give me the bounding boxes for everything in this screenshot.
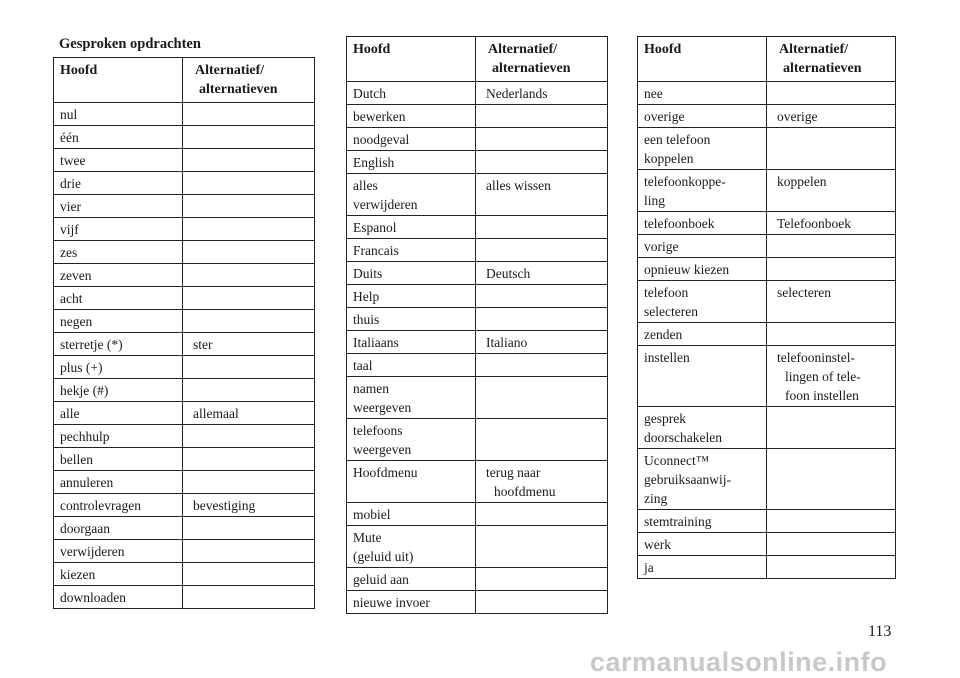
table-row [347,503,608,526]
table-row [638,281,896,323]
alternative-cell [183,195,315,218]
alternative-cell [767,556,896,579]
command-cell: mobiel [347,503,476,526]
header-alt-line1: Alternatief/ [195,63,265,78]
alternative-cell [476,151,608,174]
command-cell: bewerken [347,105,476,128]
table-row [638,510,896,533]
command-cell: Mute (geluid uit) [347,526,476,568]
table-row [54,218,315,241]
alternative-cell [476,285,608,308]
table-row [54,540,315,563]
command-cell: plus (+) [54,356,183,379]
alternative-cell [476,105,608,128]
table-row [638,258,896,281]
command-cell: twee [54,149,183,172]
table-row [638,128,896,170]
command-cell: opnieuw kiezen [638,258,767,281]
command-cell: alle [54,402,183,425]
command-cell: controlevragen [54,494,183,517]
command-cell: overige [638,105,767,128]
alternative-cell [183,356,315,379]
command-cell: werk [638,533,767,556]
table-row [54,264,315,287]
command-cell: een telefoon koppelen [638,128,767,170]
header-alt-line1: Alternatief/ [779,42,849,57]
table-row [54,126,315,149]
alternative-cell [476,503,608,526]
command-cell: stemtraining [638,510,767,533]
alternative-cell: selecteren [767,281,896,323]
command-cell: noodgeval [347,128,476,151]
table-row [347,151,608,174]
command-cell: telefoon selecteren [638,281,767,323]
command-cell: ja [638,556,767,579]
alternative-cell [476,568,608,591]
alternative-cell: Telefoonboek [767,212,896,235]
command-cell: telefoons weergeven [347,419,476,461]
table-row [638,170,896,212]
page-number: 113 [868,623,892,640]
watermark: carmanualsonline.info [590,647,888,677]
command-cell: annuleren [54,471,183,494]
table-row [638,533,896,556]
header-alt-line2: alternatieven [492,61,571,76]
command-cell: alles verwijderen [347,174,476,216]
header-alternatives [767,37,896,82]
alternative-cell: Nederlands [476,82,608,105]
alternative-cell [183,471,315,494]
alternative-cell [183,264,315,287]
table-row [347,239,608,262]
alternative-cell [767,323,896,346]
header-alternatives [183,58,315,103]
alternative-cell [183,540,315,563]
command-cell: zeven [54,264,183,287]
command-cell: Hoofdmenu [347,461,476,503]
table-row [54,471,315,494]
table-header-row [347,37,608,82]
table-row [638,105,896,128]
command-cell: vorige [638,235,767,258]
header-alt-line1: Alternatief/ [488,42,558,57]
table-row [54,448,315,471]
header-main: Hoofd [347,37,476,82]
table-row [347,461,608,503]
commands-table-1 [53,57,315,609]
table-row [347,82,608,105]
table-row [54,563,315,586]
alternative-cell [183,425,315,448]
table-row [54,103,315,126]
alternative-cell [183,517,315,540]
alternative-cell: koppelen [767,170,896,212]
alternative-cell: alles wissen [476,174,608,216]
alternative-cell [767,82,896,105]
alternative-cell [183,287,315,310]
table-row [347,262,608,285]
alternative-cell [476,591,608,614]
command-cell: nieuwe invoer [347,591,476,614]
table-row [347,216,608,239]
table-row [54,517,315,540]
alternative-cell: Deutsch [476,262,608,285]
alternative-cell [183,103,315,126]
table-row [638,235,896,258]
commands-table-3 [637,36,896,579]
alternative-cell [767,533,896,556]
command-cell: nul [54,103,183,126]
table-row [54,310,315,333]
table-row [54,402,315,425]
table-row [638,212,896,235]
alternative-cell [767,449,896,510]
alternative-cell [183,448,315,471]
table-row [347,174,608,216]
table-row [54,172,315,195]
table-row [347,419,608,461]
alternative-cell [767,235,896,258]
table-row [638,346,896,407]
command-cell: English [347,151,476,174]
command-cell: drie [54,172,183,195]
commands-table-2 [346,36,608,614]
command-cell: zes [54,241,183,264]
table-row [54,379,315,402]
command-cell: nee [638,82,767,105]
table-row [347,526,608,568]
table-row [54,586,315,609]
alternative-cell: Italiano [476,331,608,354]
command-cell: zenden [638,323,767,346]
command-cell: namen weergeven [347,377,476,419]
command-cell: vier [54,195,183,218]
alternative-cell [476,216,608,239]
alternative-cell: terug naar hoofdmenu [476,461,608,503]
table-row [54,333,315,356]
table-row [54,195,315,218]
command-cell: geluid aan [347,568,476,591]
command-cell: gesprek doorschakelen [638,407,767,449]
alternative-cell [476,419,608,461]
command-cell: taal [347,354,476,377]
alternative-cell [183,218,315,241]
alternative-cell [183,126,315,149]
table-row [638,449,896,510]
command-cell: hekje (#) [54,379,183,402]
table-row [54,149,315,172]
table-row [347,568,608,591]
header-main: Hoofd [54,58,183,103]
command-cell: instellen [638,346,767,407]
command-cell: acht [54,287,183,310]
command-cell: Help [347,285,476,308]
command-cell: kiezen [54,563,183,586]
table-row [638,407,896,449]
table-row [347,128,608,151]
table-row [54,494,315,517]
command-cell: doorgaan [54,517,183,540]
table-row [54,287,315,310]
alternative-cell [476,526,608,568]
table-header-row [638,37,896,82]
table-row [54,356,315,379]
command-cell: Dutch [347,82,476,105]
alternative-cell [476,377,608,419]
command-cell: bellen [54,448,183,471]
command-cell: telefoonkoppe- ling [638,170,767,212]
command-cell: downloaden [54,586,183,609]
command-cell: negen [54,310,183,333]
table-row [54,425,315,448]
command-cell: thuis [347,308,476,331]
table-row [347,591,608,614]
table-row [638,323,896,346]
command-cell: Francais [347,239,476,262]
command-cell: pechhulp [54,425,183,448]
header-alt-line2: alternatieven [783,61,862,76]
alternative-cell [767,128,896,170]
alternative-cell: overige [767,105,896,128]
alternative-cell [183,563,315,586]
alternative-cell [767,407,896,449]
alternative-cell: bevestiging [183,494,315,517]
alternative-cell [767,510,896,533]
alternative-cell: allemaal [183,402,315,425]
command-cell: Espanol [347,216,476,239]
alternative-cell: telefooninstel- lingen of tele- foon instellen [767,346,896,407]
alternative-cell [476,354,608,377]
table-row [347,354,608,377]
alternative-cell [183,379,315,402]
command-cell: Italiaans [347,331,476,354]
command-cell: sterretje (*) [54,333,183,356]
alternative-cell [183,149,315,172]
table-row [347,105,608,128]
command-cell: telefoonboek [638,212,767,235]
table-row [347,331,608,354]
alternative-cell [767,258,896,281]
alternative-cell [476,239,608,262]
table-row [347,377,608,419]
command-cell: vijf [54,218,183,241]
header-alternatives [476,37,608,82]
alternative-cell [183,586,315,609]
alternative-cell: ster [183,333,315,356]
alternative-cell [476,128,608,151]
alternative-cell [183,241,315,264]
alternative-cell [183,310,315,333]
table-row [347,308,608,331]
alternative-cell [183,172,315,195]
table-row [638,82,896,105]
table-header-row [54,58,315,103]
alternative-cell [476,308,608,331]
header-alt-line2: alternatieven [199,82,278,97]
command-cell: Uconnect™ gebruiksaanwij- zing [638,449,767,510]
table-row [54,241,315,264]
command-cell: verwijderen [54,540,183,563]
command-cell: Duits [347,262,476,285]
table-row [638,556,896,579]
section-title: Gesproken opdrachten [59,36,201,52]
command-cell: één [54,126,183,149]
table-row [347,285,608,308]
header-main: Hoofd [638,37,767,82]
